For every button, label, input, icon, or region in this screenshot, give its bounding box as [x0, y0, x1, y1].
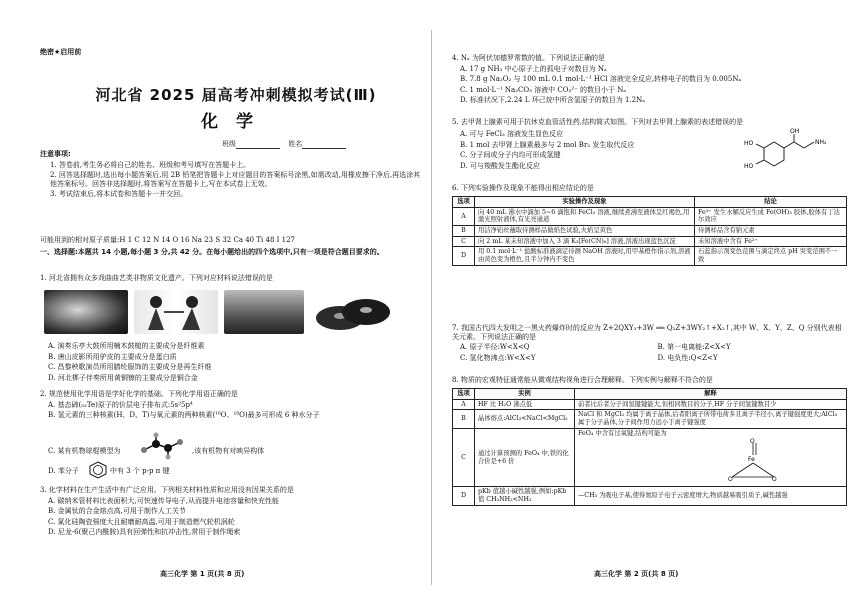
- q8-row: [453, 399, 847, 410]
- q5-stem: 5. 去甲肾上腺素可用于抗休克血管活性药,结构简式如图。下列对去甲肾上腺素的表述错误的是: [452, 118, 744, 126]
- q8-cell-example: 晶体熔点:AlCl₃<NaCl<MgCl₂: [475, 410, 575, 428]
- q1-option-d: D. 河北梆子伴奏所用黄铜镲的主要成分是铜合金: [48, 373, 198, 382]
- q8-table: [452, 388, 847, 506]
- notices-heading: 注意事项:: [40, 150, 71, 158]
- q4-option-c: C. 1 mol·L⁻¹ Na₂CO₃ 溶液中 CO₃²⁻ 的数目小于 Nₐ: [460, 85, 627, 94]
- q4-option-a: A. 17 g NH₃ 中心原子上的孤电子对数目为 Nₐ: [460, 64, 607, 73]
- q7: [452, 324, 847, 364]
- mol-label: OH: [790, 128, 800, 135]
- q6-cell-conclusion: 未知溶液中含有 Fe²⁺: [695, 236, 847, 247]
- q6-cell-option: D: [453, 247, 475, 265]
- q8-cell-explanation: 前者比后者分子间氢键键能大,但相同数目的分子,HF 分子间氢键数目少: [575, 399, 847, 410]
- footer-page-2: 高三化学 第 2 页(共 8 页): [594, 570, 679, 578]
- subject-title: 化学: [201, 112, 271, 132]
- class-blank: [236, 141, 280, 149]
- notice-item: 2. 回答选择题时,选出每小题答案后,用 2B 铅笔把答题卡上对应题目的答案标号涂黑,如需改动,用橡皮擦干净后,再选涂其他答案标号。回答非选择题时,将答案写在答题卡上,写在本试卷上无效。: [50, 171, 421, 188]
- name-label: 姓名: [288, 140, 303, 148]
- q6-cell-conclusion: Fe³⁺ 发生水解反应生成 Fe(OH)₃ 胶体,胶体有丁达尔效应: [695, 207, 847, 225]
- q8-cell-explanation: —CH₃ 为吸电子基,使得氮原子电子云密度增大,物质越易吸引质子,碱性越强: [575, 487, 847, 505]
- q8-cell-option: D: [453, 487, 475, 505]
- q5-option-a: A. 可与 FeCl₃ 溶液发生显色反应: [460, 130, 563, 138]
- class-name-row: [222, 140, 352, 149]
- notice-item: 3. 考试结束后,将本试卷和答题卡一并交回。: [50, 190, 188, 199]
- q3: [40, 486, 425, 539]
- q2-option-a: A. 基态碲(₅₂Te)原子的价层电子排布式:5s²5p⁴: [48, 400, 193, 409]
- q8-cell-explanation: NaCl 和 MgCl₂ 均属于离子晶体,后者阳离子所带电荷多且离子半径小,离子键强度更大;AlCl₃ 属于分子晶体,分子间作用力远小于离子键强度: [575, 410, 847, 428]
- mol-label: HO: [744, 163, 754, 170]
- q5-option-d: D. 可与羧酸发生酯化反应: [460, 161, 540, 170]
- q6-header-row: [453, 197, 847, 208]
- drum-photo: [44, 290, 128, 334]
- cymbals-photo: [310, 290, 394, 334]
- q5-option-b: B. 1 mol 去甲肾上腺素最多与 2 mol Br₂ 发生取代反应: [460, 140, 635, 149]
- q6-cell-conclusion: 石蕊指示剂变色范围与滴定终点 pH 突变范围不一致: [695, 247, 847, 265]
- q8-cell-example: HF 比 H₂O 沸点低: [475, 399, 575, 410]
- q8-row: [453, 410, 847, 428]
- q2-option-b: B. 氢元素的三种核素(H、D、T)与氧元素的两种核素(¹⁶O、¹⁸O)最多可形成 6 种水分子: [48, 411, 320, 420]
- q8-cell-example: pKb 值越小碱性越强,例如:pKb 值 CH₃NH₂<NH₃: [475, 487, 575, 505]
- footer-page-1: 高三化学 第 1 页(共 8 页): [160, 570, 245, 578]
- q6-cell-option: C: [453, 236, 475, 247]
- q2: [40, 390, 425, 422]
- q8-cell-option: C: [453, 428, 475, 487]
- q8-cell-explanation: FeO₄ 中含有过氧键,结构可能为 O O Fe O: [575, 428, 847, 487]
- q1-option-a: A. 演奏乐亭大鼓所用楠木鼓槌的主要成分是纤维素: [48, 342, 205, 350]
- q6-row: [453, 247, 847, 265]
- q3-stem: 3. 化学材料在生产生活中有广泛应用。下列相关材料性质和应用没有因果关系的是: [40, 486, 294, 494]
- shadow-puppet-figures: [134, 290, 218, 334]
- q6-cell-operation: 用洁净铂丝蘸取待测样品做焰色试验,火焰呈黄色: [475, 226, 695, 237]
- q1-option-c: C. 昌黎秧歌演员所用腈纶服饰的主要成分是再生纤维: [48, 363, 212, 372]
- q4: [452, 54, 847, 107]
- q2-option-d-tail: 中有 3 个 p-p π 键: [110, 467, 170, 475]
- q7-option-a: A. 原子半径:W<X<Q: [460, 343, 530, 352]
- q3-option-c: C. 氮化硅陶瓷强度大且耐磨耐高温,可用于制造燃气轮机涡轮: [48, 517, 235, 526]
- feo4-atom-label: O: [750, 438, 755, 446]
- name-blank: [302, 141, 346, 149]
- q7-stem: 7. 我国古代四大发明之一黑火药爆炸时的反应为 Z+2QXY₃+3W ══ Q₂Z+3WY₂↑+X₂↑,其中 W、X、Y、Z、Q 分别代表相关元素。下列说法正确的是: [452, 324, 842, 341]
- q8-header-row: [453, 389, 847, 400]
- q6-table: [452, 196, 847, 266]
- q5-options: [452, 130, 752, 172]
- q8-cell-option: B: [453, 410, 475, 428]
- notices: [40, 150, 425, 201]
- q8-header-explanation: 解释: [575, 389, 847, 400]
- q2-option-c-text: C. 某有机物球棍模型为: [48, 447, 121, 455]
- q7-option-c: C. 氢化物沸点:W<X<Y: [460, 353, 536, 362]
- q8-row: [453, 487, 847, 505]
- q6-cell-operation: 向 2 mL 某未知溶液中加入 3 滴 K₃[Fe(CN)₆] 溶液,溶液出现蓝色沉淀: [475, 236, 695, 247]
- q4-option-b: B. 7.8 g Na₂O₂ 与 100 mL 0.1 mol·L⁻¹ HCl 溶液完全反应,转移电子的数目为 0.005Nₐ: [460, 75, 742, 84]
- q4-option-d: D. 标准状况下,2.24 L 环己烷中所含氢原子的数目为 1.2Nₐ: [460, 96, 645, 105]
- q1-options: [40, 342, 425, 384]
- feo4-structure-icon: [718, 437, 788, 485]
- q8-row: [453, 428, 847, 487]
- q4-stem: 4. Nₐ 为阿伏加德罗常数的值。下列说法正确的是: [452, 54, 605, 62]
- q6-row: [453, 207, 847, 225]
- mol-label: NH₂: [815, 139, 827, 146]
- q1-photos: [44, 290, 394, 334]
- q6-stem: 6. 下列实验操作及现象不能得出相应结论的是: [452, 184, 594, 192]
- q3-option-b: B. 金属钛的合金熔点高,可用于制作人工关节: [48, 507, 186, 516]
- atomic-masses: 可能用到的相对原子质量:H 1 C 12 N 14 O 16 Na 23 S 32 Ca 40 Ti 48 I 127: [40, 236, 295, 244]
- q1-option-b: B. 唐山皮影所用驴皮的主要成分是蛋白质: [48, 352, 177, 361]
- q6-header-conclusion: 结论: [695, 197, 847, 208]
- q6-cell-option: A: [453, 207, 475, 225]
- feo4-atom-label: O: [728, 476, 733, 484]
- cymbals-icon: [310, 290, 394, 334]
- yangge-photo: [224, 290, 304, 334]
- q2-option-d-text: D. 苯分子: [48, 467, 79, 475]
- ball-stick-model-icon: [136, 432, 190, 460]
- mol-label: HO: [744, 140, 754, 147]
- q6-cell-operation: 向 40 mL 沸水中滴加 5~6 滴饱和 FeCl₃ 溶液,继续煮沸至液体呈红褐色,用激光照射液体,有光亮通道: [475, 207, 695, 225]
- feo4-atom-label: Fe: [748, 456, 755, 464]
- shadow-puppet-photo: [134, 290, 218, 334]
- q2-option-c-tail: ,该有机物有对映异构体: [192, 447, 265, 455]
- q6-header-operation: 实验操作及现象: [475, 197, 695, 208]
- page-2: [432, 0, 860, 608]
- q1-stem: 1. 河北省拥有众多戏曲曲艺类非物质文化遗产。下列对应材料说法错误的是: [40, 274, 273, 282]
- q6-row: [453, 226, 847, 237]
- q3-option-a: A. 碳纳米管材料比表面积大,可快速传导电子,从而提升电池容量和快充性能: [48, 496, 279, 505]
- feo4-atom-label: O: [772, 476, 777, 484]
- q5-option-c: C. 分子间或分子内均可形成氢键: [460, 151, 561, 160]
- section-1-heading: 一、选择题:本题共 14 小题,每小题 3 分,共 42 分。在每小题给出的四个选项中,只有一项是符合题目要求的。: [40, 248, 384, 256]
- q8-header-option: 选项: [453, 389, 475, 400]
- benzene-ring-icon: [88, 461, 108, 479]
- q6-row: [453, 236, 847, 247]
- q8-stem: 8. 物质的宏观特征通常能从微观结构视角进行合理解释。下列实例与解释不符合的是: [452, 376, 713, 384]
- q6-header-option: 选项: [453, 197, 475, 208]
- q7-option-d: D. 电负性:Q<Z<Y: [657, 353, 718, 362]
- q6-cell-operation: 用 0.1 mol·L⁻¹ 盐酸标准液滴定待测 NaOH 溶液时,用甲基橙作指示剂,溶液由黄色变为橙色,且半分钟内不变色: [475, 247, 695, 265]
- q6-cell-conclusion: 待测样品含有钠元素: [695, 226, 847, 237]
- q2-stem: 2. 规范使用化学用语是学好化学的基础。下列化学用语正确的是: [40, 390, 238, 398]
- q8-cell-option: A: [453, 399, 475, 410]
- q7-option-b: B. 第一电离能:Z<X<Y: [657, 343, 731, 352]
- q8-header-example: 实例: [475, 389, 575, 400]
- notice-item: 1. 答卷前,考生务必将自己的姓名、班级和考号填写在答题卡上。: [50, 160, 251, 169]
- exam-title: 河北省 2025 届高考冲刺模拟考试(Ⅲ): [95, 86, 377, 104]
- q6-cell-option: B: [453, 226, 475, 237]
- class-label: 班级: [222, 140, 236, 148]
- norepinephrine-structure-icon: [744, 128, 840, 178]
- secret-label: 绝密★启用前: [40, 48, 82, 56]
- q3-option-d: D. 尼龙-6(聚己内酰胺)具有回弹性和抗冲击性,常用于制作绳索: [48, 528, 241, 537]
- q8-cell-example: 通过计算预测的 FeO₄ 中,铁的化合价是+6 价: [475, 428, 575, 487]
